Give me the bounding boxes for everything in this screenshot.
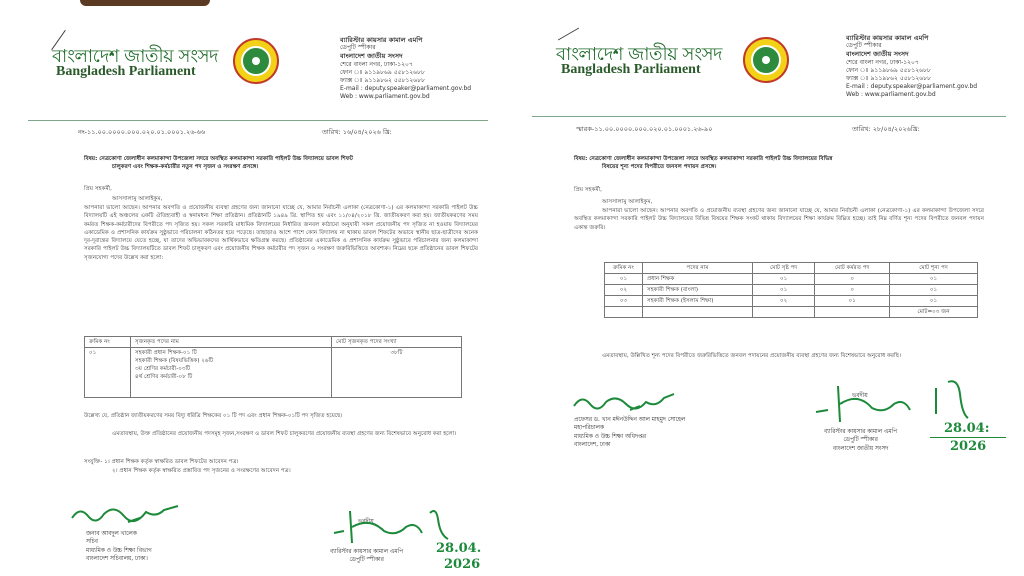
table-cell bbox=[753, 307, 815, 318]
table-cell: সহকারী শিক্ষক (ইসলাম শিক্ষা) bbox=[643, 296, 753, 307]
table-header: মোট কর্মরত পদ bbox=[815, 263, 890, 274]
recipient-name: প্রফেসর ড. খান মঈনউদ্দিন আল মাহমুদ সোহেল bbox=[574, 417, 686, 423]
letterhead-title-en: Bangladesh Parliament bbox=[56, 64, 196, 79]
table-cell-total: ৩৮টি bbox=[332, 348, 462, 398]
greeting: আসসালামু আলাইকুম, bbox=[112, 196, 163, 202]
table-header: মোট সৃষ্ট পদ bbox=[753, 263, 815, 274]
letter-date: তারিখ: ১৬/০৪/২০২৬ খ্রি: bbox=[322, 128, 392, 136]
sender-block bbox=[330, 548, 403, 565]
reference-number: স্মারক-১১.০০.০০০০.০০০.০২০.০১.০০০১.২৬-৯০ bbox=[576, 125, 713, 133]
recipient-title: মহাপরিচালক bbox=[574, 425, 604, 432]
table-cell: ০১ bbox=[753, 274, 815, 285]
contact-phone: ফোন ঃ ৯১১৯৮৬৯ ৫৫৮১২৬৮৮ bbox=[340, 68, 425, 76]
salutation: প্রিয় সহকর্মী, bbox=[84, 186, 112, 192]
post-item: ৪র্থ শ্রেণির কর্মচারী-০৮ টি bbox=[135, 374, 193, 380]
table-cell: ০১ bbox=[890, 296, 978, 307]
request-text: এমতাবস্থায়, উক্ত প্রতিষ্ঠানের প্রয়োজনীয় পদসমূহ সৃজন,সংরক্ষণ ও ডাবল শিফট চালুকরণের প্রয়োজনীয় ব্যবস্থা গ্রহণের জন্য বিশেষভাবে অনুরোধ করা হলো। bbox=[112, 431, 457, 437]
table-header: ক্রমিক নং bbox=[85, 337, 131, 348]
table-cell-serial: ০১ bbox=[85, 348, 131, 398]
table-cell: ০২ bbox=[605, 285, 643, 296]
vacancy-table bbox=[604, 262, 978, 318]
contact-phone: ফোন ঃ ৯১১৯৮৬৯ ৫৫৮১২৬৮৮ bbox=[846, 66, 931, 74]
contact-web: Web : www.parliament.gov.bd bbox=[846, 91, 936, 99]
subject bbox=[84, 155, 484, 172]
table-cell: সহকারী শিক্ষক (বাংলা) bbox=[643, 285, 753, 296]
recipient-signature bbox=[68, 500, 188, 528]
pen-mark bbox=[558, 28, 579, 41]
photo-edge bbox=[80, 0, 210, 6]
table-header: সৃজনকৃত পদের নাম bbox=[131, 337, 332, 348]
handwritten-date-day: 28.04. bbox=[436, 541, 482, 556]
letter-date: তারিখ: ২৮/০৪/২০২৬খ্রি: bbox=[852, 125, 920, 133]
recipient-office: বাংলাদেশ সচিবালয়, ঢাকা। bbox=[86, 555, 148, 562]
sender-closing: ভবদীয় bbox=[852, 393, 868, 399]
note-text: উল্লেখ্য যে, প্রতিষ্ঠান জাতীয়করণের সময় বিদ্যু ধরিত্রি শিক্ষকের ০১ টি পদ এবং প্রধান শিক্ষক-০১টি পদ সৃজিত হয়েছে। bbox=[84, 413, 343, 419]
recipient-name: জনাব আবদুল খালেক bbox=[86, 531, 137, 537]
sender-name: ব্যারিস্টার কায়সার কামাল এমপি bbox=[330, 549, 404, 555]
contact-web: Web : www.parliament.gov.bd bbox=[340, 93, 430, 101]
posts-table bbox=[84, 336, 462, 398]
letterhead-rule bbox=[28, 120, 488, 121]
table-header: ক্রমিক নং bbox=[605, 263, 643, 274]
handwritten-date-year: 2026 bbox=[444, 557, 481, 572]
letterhead-title-en: Bangladesh Parliament bbox=[561, 62, 701, 77]
table-cell-total: মোট=০৩ জন bbox=[890, 307, 978, 318]
sender-closing: ভবদীয় bbox=[358, 519, 374, 525]
contact-email: E-mail : deputy.speaker@parliament.gov.bd bbox=[340, 85, 472, 93]
table-row bbox=[605, 274, 978, 285]
salutation: প্রিয় সহকর্মী, bbox=[574, 187, 602, 193]
table-cell: ০ bbox=[815, 285, 890, 296]
contact-org: বাংলাদেশ জাতীয় সংসদ bbox=[846, 50, 909, 59]
sender-signature bbox=[330, 505, 460, 545]
table-cell-posts bbox=[131, 348, 332, 398]
table-cell: ০১ bbox=[890, 274, 978, 285]
table-cell: ০১ bbox=[815, 296, 890, 307]
contact-title: ডেপুটি স্পীকার bbox=[340, 44, 376, 52]
sender-title: ডেপুটি স্পীকার bbox=[843, 437, 878, 444]
table-cell: ০ bbox=[815, 274, 890, 285]
subject-line-2: চালুকরণ এবং শিক্ষক-কর্মচারীর নতুন পদ সৃজন ও সংরক্ষণ প্রসঙ্গে। bbox=[112, 164, 259, 171]
table-header-row bbox=[85, 337, 462, 348]
table-header: পদের নাম bbox=[643, 263, 753, 274]
table-cell bbox=[815, 307, 890, 318]
table-header: মোট শূন্য পদ bbox=[890, 263, 978, 274]
sender-name: ব্যারিস্টার কায়সার কামাল এমপি bbox=[824, 429, 898, 435]
table-row bbox=[85, 348, 462, 398]
table-header: মোট সৃজনকৃত পদের সংখ্যা bbox=[332, 337, 462, 348]
post-item: সহকারী শিক্ষক (বিষয়ভিত্তিক) ২৬টি bbox=[135, 358, 214, 364]
sender-title: ডেপুটি স্পীকার bbox=[349, 557, 384, 564]
letterhead-contact bbox=[846, 34, 977, 100]
contact-org: বাংলাদেশ জাতীয় সংসদ bbox=[340, 52, 403, 61]
contact-address: শেরে বাংলা নগর, ঢাকা-১২০৭ bbox=[846, 58, 919, 66]
parliament-seal-icon bbox=[743, 37, 789, 83]
letterhead-title-bn: বাংলাদেশ জাতীয় সংসদ bbox=[52, 46, 218, 67]
table-header-row bbox=[605, 263, 978, 274]
contact-fax: ফ্যাক্স ঃ ৯১১৯৮৬২ ৫৫৮১২৬৮৮ bbox=[340, 77, 425, 85]
letterhead-title-bn: বাংলাদেশ জাতীয় সংসদ bbox=[556, 44, 722, 65]
recipient-office: বাংলাদেশ, ঢাকা bbox=[574, 441, 611, 448]
recipient-department: মাধ্যমিক ও উচ্চ শিক্ষা অধিদপ্তর bbox=[574, 433, 646, 440]
table-cell: ০১ bbox=[605, 274, 643, 285]
request-text: এমতাবস্থায়, উল্লিখিত শূন্য পদের বিপরীতে জরুরিভিত্তিতে জনবল পদায়নের প্রয়োজনীয় ব্যবস্থা গ্রহণের জন্য বিশেষভাবে অনুরোধ করছি। bbox=[602, 353, 901, 359]
contact-fax: ফ্যাক্স ঃ ৯১১৯৮৬২ ৫৫৮১২৬৮৮ bbox=[846, 75, 931, 83]
table-cell bbox=[605, 307, 643, 318]
contact-name: ব্যারিস্টার কায়সার কামাল এমপি bbox=[846, 34, 929, 42]
subject bbox=[574, 155, 994, 172]
table-total-row bbox=[605, 307, 978, 318]
recipient-signature bbox=[570, 390, 680, 414]
recipient-block bbox=[86, 530, 152, 563]
post-item: ৩য় শ্রেণির কর্মচারী-০৩টি bbox=[135, 366, 191, 372]
table-cell bbox=[643, 307, 753, 318]
table-cell: প্রধান শিক্ষক bbox=[643, 274, 753, 285]
subject-line-1: বিষয়: নেত্রকোণা জেলাধীন কলমাকান্দা উপজেলা সদরে অবস্থিত কলমাকান্দা সরকারি পাইলট উচ্চ বিদ্যালয়ের বিভিন্ন bbox=[574, 156, 833, 162]
handwritten-date-year: 2026 bbox=[950, 439, 987, 454]
recipient-department: মাধ্যমিক ও উচ্চ শিক্ষা বিভাগ bbox=[86, 547, 152, 554]
sender-org: বাংলাদেশ জাতীয় সংসদ bbox=[832, 445, 889, 452]
sender-block bbox=[824, 428, 897, 453]
table-cell: ০৩ bbox=[605, 296, 643, 307]
greeting: আসসালামু আলাইকুম, bbox=[602, 199, 653, 205]
contact-address: শেরে বাংলা নগর, ঢাকা-১২০৭ bbox=[340, 60, 413, 68]
subject-line-1: বিষয়: নেত্রকোণা জেলাধীন কলমাকান্দা উপজেলা সদরে অবস্থিত কলমাকান্দা সরকারি পাইলট উচ্চ বিদ্যালয়ে ডাবল শিফট bbox=[84, 156, 353, 162]
reference-number: নং-১১.০০.০০০০.০০০.০২০.০১.০০০১.২৬-৬৬ bbox=[78, 128, 206, 136]
handwritten-date-day: 28.04: bbox=[944, 421, 990, 436]
subject-line-2: বিষয়ের শূন্য পদের বিপরীতে জনবল পদায়ন প্রসঙ্গে। bbox=[602, 164, 717, 171]
attachment-1: সংযুক্তি- ১। প্রধান শিক্ষক কর্তৃক স্বাক্ষরিত ডাবল শিফটের আবেদন পত্র। bbox=[84, 459, 239, 465]
contact-email: E-mail : deputy.speaker@parliament.gov.bd bbox=[846, 83, 978, 91]
attachment-2: ২। প্রধান শিক্ষক কর্তৃক স্বাক্ষরিত প্রস্তাবিত পদ সৃজনের ও সংরক্ষণের আবেদন পত্র। bbox=[112, 468, 291, 474]
table-row bbox=[605, 285, 978, 296]
contact-name: ব্যারিস্টার কায়সার কামাল এমপি bbox=[340, 36, 423, 44]
letterhead-contact bbox=[340, 36, 471, 102]
contact-title: ডেপুটি স্পীকার bbox=[846, 42, 882, 50]
recipient-title: সচিব bbox=[86, 539, 98, 546]
table-cell: ০১ bbox=[753, 285, 815, 296]
table-cell: ০১ bbox=[890, 285, 978, 296]
body-text: আপনারা ভালো আছেন। আপনার অবগতি ও প্রয়োজনীয় ব্যবস্থা গ্রহণের জন্য জানানো যাচ্ছে যে, আমার নির্বাচনী এলাকা (নেত্রকোণা-১) এর কলমাকান্দা সরকারি পাইলট উচ্চ বিদ্যালয়টি এই অঞ্চলের একটি ঐতিহ্যবাহী ও স্বনামধন্য শিক্ষা প্রতিষ্ঠান। প্রতিষ্ঠানটি ১৯৪৯ খ্রি. স্থাপিত হয় এবং ১১/০৪/২০১৮ খ্রি. জাতীয়করণ করা হয়। জাতীয়করণের সময় কর্মরত শিক্ষক-কর্মচারীদের বিপরীতে পদ সৃজিত হয়। সকল সরকারি মাধ্যমিক বিদ্যালয়ের নির্ধারিত জনবল কাঠামো অনুযায়ী সকল প্রয়োজনীয় পদ সৃজিত না হওয়ায় বিদ্যালয়ের একাডেমিক ও প্রশাসনিক কার্যক্রম সুষ্ঠুভাবে পরিচালনা কঠিনতর হয়ে পড়েছে। তাছাড়াও আশে পাশে কোন বিদ্যালয় না থাকায় ডাবল শিফটের অভাবে স্থানীয় ছাত্র-ছাত্রীদের অনেক দূর-দূরান্তের বিদ্যালয়ে যেতে হচ্ছে, যা তাদের অভিভাবকদের আর্থিকভাবে ক্ষতিগ্রস্ত করছে। প্রতিষ্ঠানের একাডেমিক ও প্রশাসনিক কার্যক্রম সুষ্ঠুভাবে পরিচালনার জন্য কলমাকান্দা সরকারি পাইলট উচ্চ বিদ্যালয়টিতে ডাবল শিফট চালুকরণ এবং প্রয়োজনীয় শিক্ষক কর্মচারীর পদ সৃজন ও সংরক্ষণ জরুরিভিত্তিতে আবশ্যক। নিম্নের ছকে প্রতিষ্ঠানের ডাবল শিফটের সৃজনযোগ্য পদের উল্লেখ করা হলো: bbox=[84, 205, 478, 261]
table-cell: ০২ bbox=[753, 296, 815, 307]
parliament-seal-icon bbox=[233, 38, 279, 84]
table-row bbox=[605, 296, 978, 307]
letterhead-rule bbox=[532, 116, 1006, 117]
handwritten-underline bbox=[930, 437, 1006, 438]
body-text: আপনারা ভালো আছেন। আপনার অবগতি ও প্রয়োজনীয় ব্যবস্থা গ্রহণের জন্য জানানো যাচ্ছে যে, আমার নির্বাচনী এলাকা (নেত্রকোণা-১) এর কলমাকান্দা উপজেলা সদরে অবস্থিত কলমাকান্দা সরকারি পাইলট উচ্চ বিদ্যালয়ের বিভিন্ন বিষয়ের শিক্ষক সংকট থাকায় বিদ্যালয়ের শিক্ষা কার্যক্রম বিঘ্নিত হচ্ছে। তাই নিম্ন বর্ণিত শূন্য পদের বিপরীতে জনবল পদায়ন একান্ত জরুরি। bbox=[574, 208, 984, 231]
letter-right bbox=[512, 0, 1024, 576]
post-item: সহকারী প্রধান শিক্ষক-০১ টি bbox=[135, 350, 197, 356]
sender-signature bbox=[812, 378, 972, 426]
recipient-block bbox=[574, 416, 685, 449]
